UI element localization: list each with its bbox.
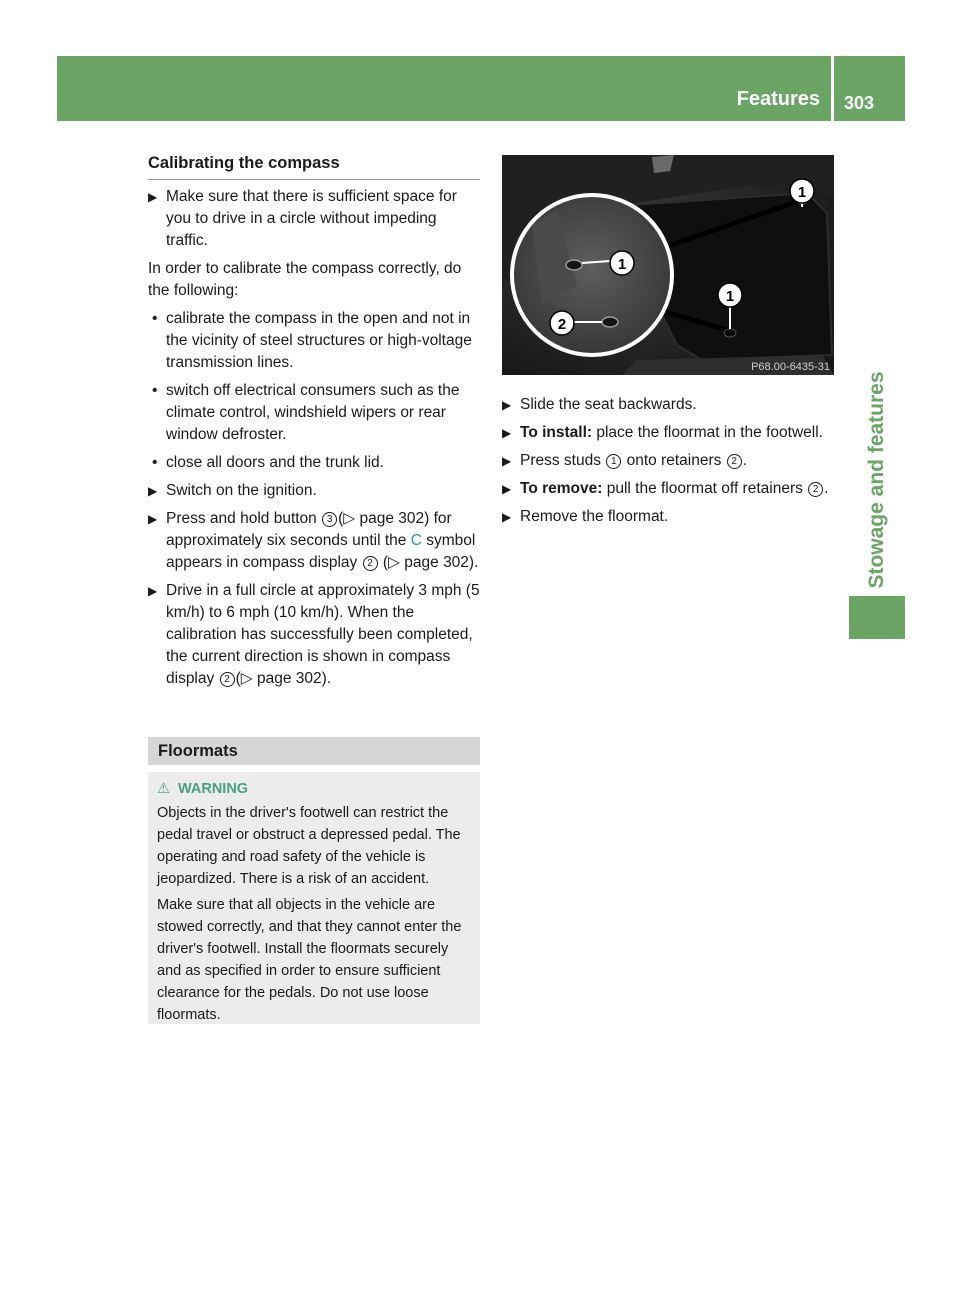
step-text: place the floormat in the footwell.: [592, 424, 823, 441]
step-text: page 302) for approximately six seconds until the: [166, 510, 452, 549]
step-text: (: [235, 670, 241, 687]
svg-text:2: 2: [557, 316, 567, 333]
list-item-text: switch off electrical consumers such as the climate control, windshield wipers or rear window defroster.: [166, 382, 460, 443]
step-text: Remove the floormat.: [520, 508, 669, 525]
floormat-instructions: [502, 394, 834, 528]
step-marker-icon: ▶: [502, 482, 512, 496]
chapter-title: Features: [736, 88, 820, 110]
stud-marker: [566, 260, 582, 270]
step-text: Drive in a full circle at approximately 3 mph (5 km/h) to 6 mph (10 km/h). When the calibration has successfully been completed, the current direction is shown in compass display: [166, 582, 480, 687]
instruction-step: [148, 186, 480, 252]
instruction-step: [502, 394, 834, 416]
list-item-text: calibrate the compass in the open and not in the vicinity of steel structures or high-voltage transmission lines.: [166, 310, 472, 371]
step-text: symbol appears in compass display: [166, 532, 476, 571]
warning-triangle-icon: ⚠: [157, 781, 170, 797]
warning-paragraph: Make sure that all objects in the vehicle are stowed correctly, and that they cannot enter the driver's footwell. Install the floormats securely and as specified in order to ensure sufficient clearance for the pedals. Do not use loose floormats.: [157, 897, 462, 1023]
intro-text: In order to calibrate the compass correctly, do the following:: [148, 260, 462, 299]
page-ref-arrow-icon: ▷: [343, 510, 356, 527]
callout-1-bottom: [718, 283, 742, 307]
warning-title: WARNING: [178, 781, 249, 797]
callout-number: 3: [322, 512, 337, 527]
step-text: Slide the seat backwards.: [520, 396, 697, 413]
warning-heading: [157, 778, 475, 800]
step-text: (: [338, 510, 344, 527]
section-title: Calibrating the compass: [148, 152, 480, 180]
step-text: onto retainers: [622, 452, 726, 469]
step-marker-icon: ▶: [502, 510, 512, 524]
instruction-step: [148, 480, 480, 502]
bullet-icon: •: [152, 310, 158, 327]
page-ref-arrow-icon: ▷: [240, 670, 253, 687]
list-item: [148, 452, 480, 474]
section-title: Floormats: [158, 742, 238, 760]
instruction-step: [502, 450, 834, 472]
step-text: (: [378, 554, 389, 571]
bullet-icon: •: [152, 382, 158, 399]
step-marker-icon: ▶: [148, 584, 158, 598]
instruction-step: [502, 478, 834, 500]
step-marker-icon: ▶: [148, 512, 158, 526]
bullet-icon: •: [152, 454, 158, 471]
image-code: P68.00-6435-31: [751, 361, 830, 373]
instruction-step: [502, 506, 834, 528]
warning-paragraph: Objects in the driver's footwell can restrict the pedal travel or obstruct a depressed pedal. The operating and road safety of the vehicle is jeopardized. There is a risk of an accident.: [157, 805, 461, 887]
step-text: Switch on the ignition.: [166, 482, 317, 499]
step-marker-icon: ▶: [148, 190, 158, 204]
list-item: [148, 380, 480, 446]
callout-number: 2: [727, 454, 742, 469]
list-item: [148, 308, 480, 374]
step-label: To remove:: [520, 480, 603, 497]
step-text: Press and hold button: [166, 510, 322, 527]
callout-1-zoom: [610, 251, 634, 275]
step-text: Make sure that there is sufficient space for you to drive in a circle without impeding traffic.: [166, 188, 457, 249]
callout-number: 2: [220, 672, 235, 687]
step-text: page 302).: [399, 554, 479, 571]
step-text: page 302).: [252, 670, 332, 687]
instruction-step: [148, 508, 480, 574]
instruction-step: [148, 580, 480, 690]
stud-marker: [724, 329, 736, 337]
page-ref-arrow-icon: ▷: [388, 554, 400, 571]
step-marker-icon: ▶: [148, 484, 158, 498]
retainer-marker: [602, 317, 618, 327]
page-number: 303: [844, 93, 875, 113]
svg-text:1: 1: [725, 288, 735, 305]
step-label: To install:: [520, 424, 593, 441]
header-divider: [831, 56, 834, 121]
callout-number: 2: [808, 482, 823, 497]
floormats-heading-bar: [148, 737, 480, 765]
side-tab-label: Stowage and features: [865, 371, 888, 589]
step-marker-icon: ▶: [502, 398, 512, 412]
side-tab: [862, 365, 892, 595]
callout-number: 1: [606, 454, 621, 469]
step-marker-icon: ▶: [502, 454, 512, 468]
floormat-illustration: [502, 155, 834, 375]
svg-text:1: 1: [797, 184, 807, 201]
compass-section: [148, 152, 480, 690]
step-marker-icon: ▶: [502, 426, 512, 440]
list-item-text: close all doors and the trunk lid.: [166, 454, 384, 471]
svg-text:1: 1: [617, 256, 627, 273]
instruction-step: [502, 422, 834, 444]
step-text: .: [742, 452, 747, 469]
warning-box: [148, 772, 480, 1024]
side-tab-marker: [849, 596, 905, 639]
detail-zoom-circle: [512, 195, 672, 355]
callout-1-top: [790, 179, 814, 203]
step-text: pull the floormat off retainers: [602, 480, 808, 497]
compass-symbol: C: [410, 532, 422, 549]
step-text: Press studs: [520, 452, 606, 469]
step-text: .: [824, 480, 829, 497]
callout-number: 2: [363, 556, 378, 571]
callout-2-zoom: [550, 311, 574, 335]
